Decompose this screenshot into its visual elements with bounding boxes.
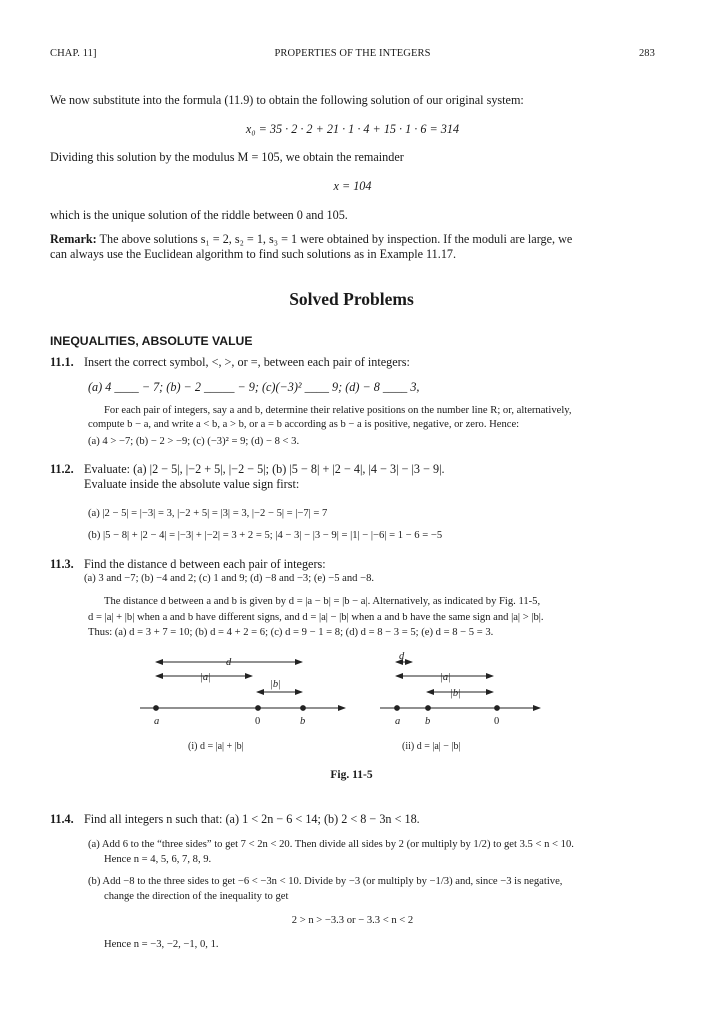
equation-x: x = 104 [333,179,372,193]
label-b-right: b [425,716,431,727]
label-a: a [154,716,160,727]
section-heading: INEQUALITIES, ABSOLUTE VALUE [50,334,253,348]
problem-11-3-solution-2: d = |a| + |b| when a and b have different signs, and d = |a| − |b| when a and b have the same sign and |a| > |b|. [88,612,544,623]
point-a-right [395,706,400,711]
solved-problems-title: Solved Problems [289,289,414,309]
problem-11-1-solution-1: For each pair of integers, say a and b, determine their relative positions on the number line R; or, alternatively, [104,405,572,416]
problem-11-1-pairs: (a) 4 ____ − 7; (b) − 2 _____ − 9; (c)(−3)² ____ 9; (d) − 8 ____ 3, [88,380,420,394]
running-title: PROPERTIES OF THE INTEGERS [274,48,431,59]
point-zero-right [495,706,500,711]
intro-line-1: We now substitute into the formula (11.9) to obtain the following solution of our original system: [50,93,524,107]
equation-x0: x₀ = 35 · 2 · 2 + 21 · 1 · 4 + 15 · 1 · 6 = 314 [245,122,460,136]
problem-11-1-number: 11.1. [50,355,74,369]
problem-11-3-pairs: (a) 3 and −7; (b) −4 and 2; (c) 1 and 9; (d) −8 and −3; (e) −5 and −8. [84,573,375,584]
remark-label: Remark: [50,232,97,246]
problem-11-2-instruction: Evaluate inside the absolute value sign first: [84,477,300,491]
caption-right: (ii) d = |a| − |b| [402,741,461,752]
intro-line-2: Dividing this solution by the modulus M = 105, we obtain the remainder [50,150,404,164]
label-b: b [300,716,306,727]
point-b [301,706,306,711]
problem-11-2-question: Evaluate: (a) |2 − 5|, |−2 + 5|, |−2 − 5|; (b) |5 − 8| + |2 − 4|, |4 − 3| − |3 − 9|. [84,462,445,476]
problem-11-3-number: 11.3. [50,557,74,571]
label-zero-right: 0 [494,716,500,727]
figure-caption: Fig. 11-5 [330,769,373,781]
point-a [154,706,159,711]
intro-line-3: which is the unique solution of the riddle between 0 and 105. [50,208,348,222]
problem-11-2-number: 11.2. [50,462,74,476]
label-zero: 0 [255,716,261,727]
problem-11-2-solution-b: (b) |5 − 8| + |2 − 4| = |−3| + |−2| = 3 + 2 = 5; |4 − 3| − |3 − 9| = |1| − |−6| = 1 − 6 = −5 [88,530,443,541]
problem-11-4-b-line-1: (b) Add −8 to the three sides to get −6 < −3n < 10. Divide by −3 (or multiply by −1/3) and, since −3 is negative, [88,876,563,887]
point-b-right [426,706,431,711]
remark-line-2: can always use the Euclidean algorithm to find such solutions as in Example 11.17. [50,247,457,261]
page-number: 283 [638,48,655,59]
point-zero [256,706,261,711]
problem-11-4-a-line-1: (a) Add 6 to the “three sides” to get 7 < 2n < 20. Then divide all sides by 2 (or multiply by 1/2) to get 3.5 < n < 10. [88,839,574,850]
remark-text: The above solutions s₁ = 2, s₂ = 1, s₃ = 1 were obtained by inspection. If the moduli are large, we [96,232,573,246]
label-a-right: a [395,716,401,727]
problem-11-1-question: Insert the correct symbol, <, >, or =, between each pair of integers: [84,355,410,369]
caption-left: (i) d = |a| + |b| [188,741,244,752]
problem-11-1-answers: (a) 4 > −7; (b) − 2 > −9; (c) (−3)² = 9; (d) − 8 < 3. [88,436,300,447]
label-abs-a: |a| [200,672,212,683]
problem-11-4-number: 11.4. [50,812,74,826]
problem-11-2-solution-a: (a) |2 − 5| = |−3| = 3, |−2 + 5| = |3| = 3, |−2 − 5| = |−7| = 7 [88,508,328,519]
label-d-right: d [399,652,405,662]
remark-line-1 [50,232,655,247]
problem-11-3-solution-1: The distance d between a and b is given by d = |a − b| = |b − a|. Alternatively, as indicated by Fig. 11-5, [104,596,541,607]
problem-11-1-solution-2: compute b − a, and write a < b, a > b, or a = b according as b − a is positive, negative, or zero. Hence: [88,419,520,430]
figure-left-panel [140,662,345,710]
chapter-label: CHAP. 11] [50,48,97,59]
problem-11-4-a-line-2: Hence n = 4, 5, 6, 7, 8, 9. [104,854,212,865]
problem-11-3-question: Find the distance d between each pair of integers: [84,557,326,571]
problem-11-3-solution-3: Thus: (a) d = 3 + 7 = 10; (b) d = 4 + 2 = 6; (c) d = 9 − 1 = 8; (d) d = 8 − 3 = 5; (e) d = 8 − 5 = 3. [88,627,494,638]
label-d: d [226,657,232,668]
label-abs-b: |b| [270,679,282,690]
problem-11-4-question: Find all integers n such that: (a) 1 < 2n − 6 < 14; (b) 2 < 8 − 3n < 18. [84,812,420,826]
label-abs-b-right: |b| [450,688,462,699]
problem-11-4-b-inequality: 2 > n > −3.3 or − 3.3 < n < 2 [291,915,414,926]
running-header [50,48,655,62]
problem-11-4-b-line-2: change the direction of the inequality to get [104,891,289,902]
problem-11-4-b-answer: Hence n = −3, −2, −1, 0, 1. [104,939,219,950]
label-abs-a-right: |a| [440,672,452,683]
figure-11-5 [140,652,560,752]
figure-right-panel [380,662,540,710]
